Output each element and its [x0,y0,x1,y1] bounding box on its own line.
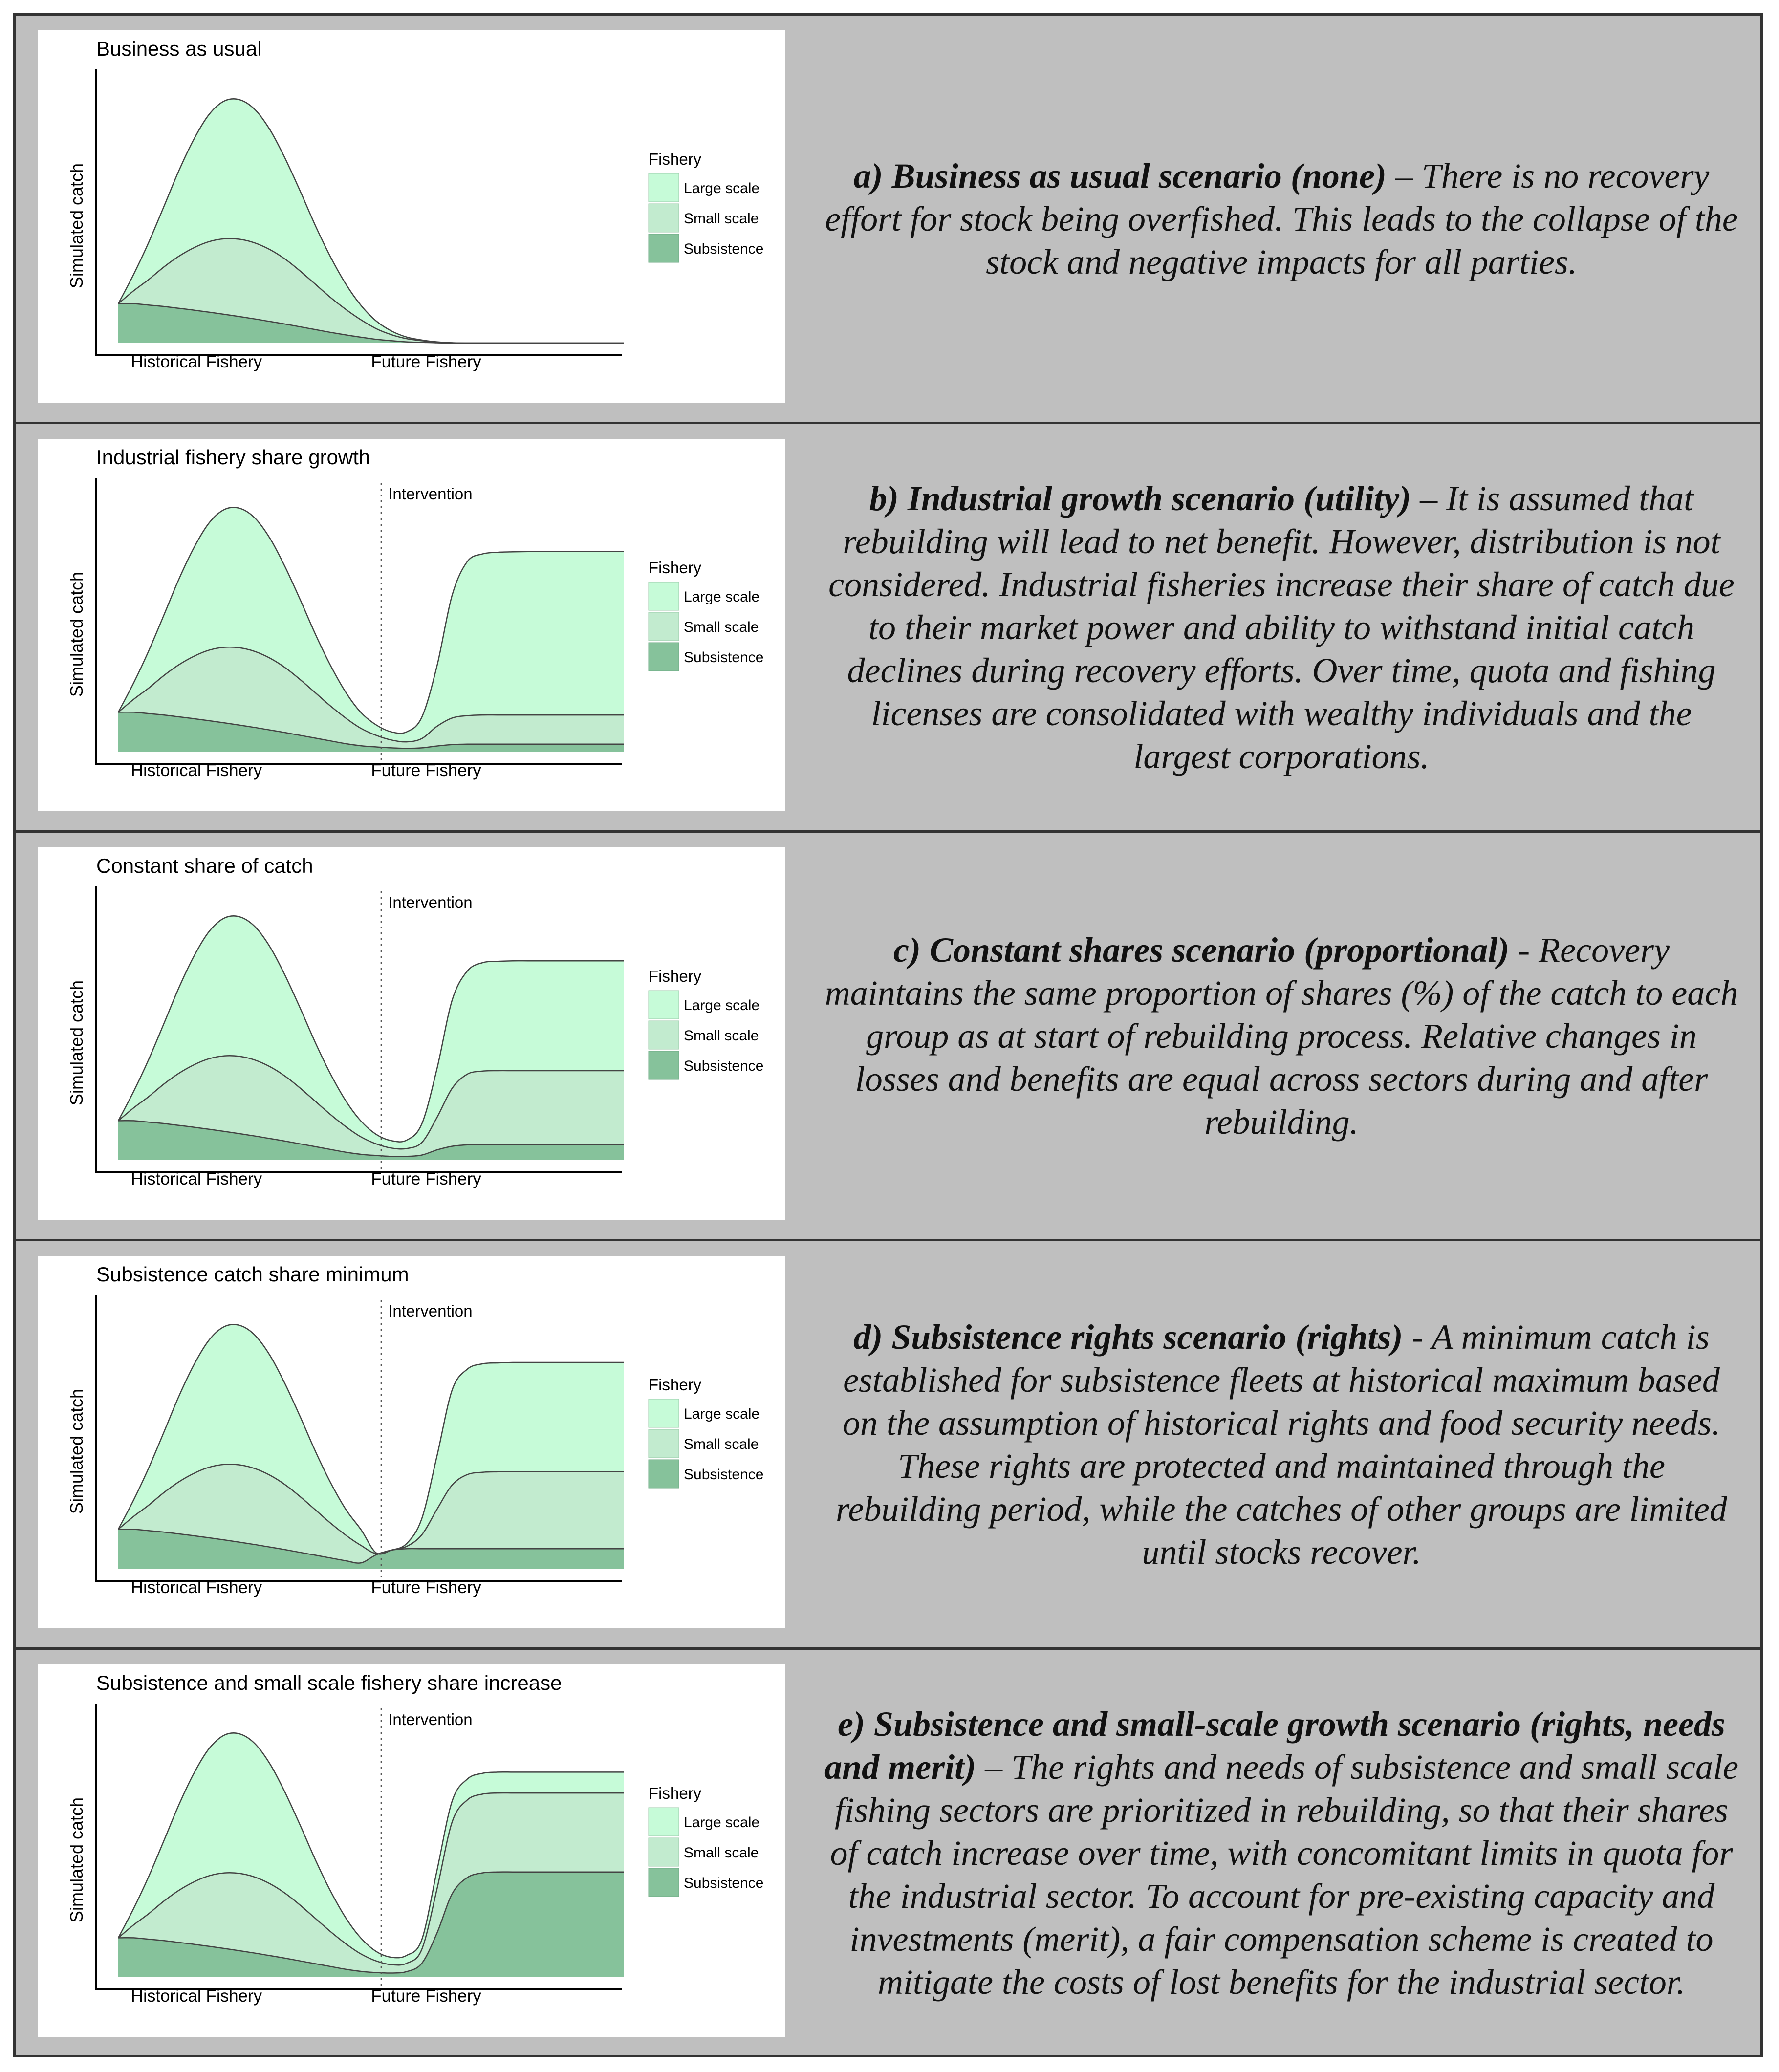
description-text: - Recovery maintains the same proportion of shares (%) of the catch to each group as at start of rebuilding process. Relative changes in losses and benefits are equal across sectors during and after rebuilding. [824,930,1738,1142]
legend-label-small-scale: Small scale [684,211,759,227]
scenario-description-a [822,16,1741,422]
legend [649,559,763,671]
scenario-row-a [16,16,1760,424]
legend-label-small-scale: Small scale [684,1436,759,1452]
chart-title: Business as usual [96,37,262,60]
legend-title: Fishery [649,559,702,577]
chart-c [38,847,785,1220]
legend [649,967,763,1079]
x-label-historical: Historical Fishery [130,1578,262,1597]
y-axis-label: Simulated catch [66,571,87,697]
intervention-label: Intervention [388,485,473,503]
scenario-description-c [822,833,1741,1239]
description-heading: c) Constant shares scenario (proportional) [893,930,1510,970]
legend-label-large-scale: Large scale [684,1814,760,1831]
legend-swatch-small-scale [649,1021,679,1049]
legend-label-subsistence: Subsistence [684,1058,764,1074]
area-marks [95,1295,624,1581]
y-axis-label: Simulated catch [66,1797,87,1923]
chart-title: Constant share of catch [96,854,313,877]
legend-title: Fishery [649,1784,702,1802]
legend-swatch-large-scale [649,582,679,610]
description-heading: e) Subsistence and small-scale growth scenario (rights, needs and merit) [824,1704,1726,1787]
scenario-description-d [822,1241,1741,1647]
scenario-row-d [16,1241,1760,1650]
chart-e [38,1664,785,2037]
intervention-label: Intervention [388,893,473,911]
x-label-future: Future Fishery [371,761,481,780]
x-label-historical: Historical Fishery [130,761,262,780]
area-marks [95,69,624,355]
legend-swatch-subsistence [649,234,679,262]
chart-panel-b [38,439,785,811]
legend [649,1784,763,1897]
intervention-label: Intervention [388,1302,473,1320]
x-label-future: Future Fishery [371,1578,481,1597]
legend-swatch-subsistence [649,1460,679,1488]
x-label-future: Future Fishery [371,1169,481,1188]
legend-swatch-large-scale [649,1808,679,1836]
area-marks [95,886,624,1172]
legend-swatch-small-scale [649,204,679,232]
chart-panel-d [38,1256,785,1628]
scenario-description-b [822,424,1741,830]
description-text: – It is assumed that rebuilding will lead to net benefit. However, distribution is not considered. Industrial fisheries increase their share of catch due to their market power and ability to withstand initial catch declines during recovery efforts. Over time, quota and fishing licenses are consolidated with wealthy individuals and the largest corporations. [828,478,1735,776]
legend-title: Fishery [649,150,702,168]
description-text: – There is no recovery effort for stock being overfished. This leads to the collapse of the stock and negative impacts for all parties. [825,156,1738,281]
scenario-row-c [16,833,1760,1241]
description-heading: a) Business as usual scenario (none) [853,156,1387,195]
y-axis-label: Simulated catch [66,1388,87,1514]
legend [649,150,763,262]
legend-swatch-subsistence [649,643,679,671]
chart-panel-c [38,847,785,1220]
x-label-historical: Historical Fishery [130,1169,262,1188]
legend-label-small-scale: Small scale [684,619,759,635]
y-axis-label: Simulated catch [66,163,87,289]
area-marks [95,478,624,764]
legend-label-subsistence: Subsistence [684,649,764,666]
legend-swatch-subsistence [649,1868,679,1897]
figure-frame [13,13,1763,2057]
legend-label-subsistence: Subsistence [684,1875,764,1891]
legend-swatch-small-scale [649,1838,679,1866]
description-text: - A minimum catch is established for subsistence fleets at historical maximum based on the assumption of historical rights and food security needs. These rights are protected and maintained through the rebuilding period, while the catches of other groups are limited until stocks recover. [836,1317,1727,1572]
x-label-historical: Historical Fishery [130,352,262,371]
legend-label-large-scale: Large scale [684,997,760,1014]
scenario-description-e [822,1650,1741,2056]
y-axis-label: Simulated catch [66,980,87,1106]
area-marks [95,1704,624,1989]
chart-title: Industrial fishery share growth [96,446,370,469]
chart-d [38,1256,785,1628]
legend-swatch-large-scale [649,991,679,1019]
legend-label-large-scale: Large scale [684,180,760,196]
description-heading: b) Industrial growth scenario (utility) [869,478,1411,518]
scenario-row-b [16,424,1760,833]
legend-label-small-scale: Small scale [684,1028,759,1044]
scenario-row-e [16,1650,1760,2058]
chart-panel-a [38,30,785,403]
legend-label-subsistence: Subsistence [684,241,764,257]
description-text: – The rights and needs of subsistence and small scale fishing sectors are prioritized in rebuilding, so that their shares of catch increase over time, with concomitant limits in quota for the industrial sector. To account for pre-existing capacity and investments (merit), a fair compensation scheme is created to mitigate the costs of lost benefits for the industrial sector. [830,1747,1738,2002]
legend [649,1376,763,1488]
legend-label-large-scale: Large scale [684,589,760,605]
legend-swatch-small-scale [649,612,679,641]
x-label-historical: Historical Fishery [130,1986,262,2006]
legend-label-subsistence: Subsistence [684,1467,764,1483]
chart-title: Subsistence and small scale fishery share increase [96,1671,562,1694]
legend-title: Fishery [649,967,702,985]
legend-label-small-scale: Small scale [684,1845,759,1861]
x-label-future: Future Fishery [371,352,481,371]
chart-a [38,30,785,403]
description-heading: d) Subsistence rights scenario (rights) [853,1317,1403,1357]
chart-title: Subsistence catch share minimum [96,1263,409,1286]
legend-swatch-large-scale [649,173,679,202]
legend-label-large-scale: Large scale [684,1406,760,1422]
legend-title: Fishery [649,1376,702,1394]
chart-b [38,439,785,811]
legend-swatch-subsistence [649,1051,679,1079]
x-label-future: Future Fishery [371,1986,481,2006]
intervention-label: Intervention [388,1710,473,1728]
legend-swatch-small-scale [649,1429,679,1458]
legend-swatch-large-scale [649,1399,679,1427]
chart-panel-e [38,1664,785,2037]
